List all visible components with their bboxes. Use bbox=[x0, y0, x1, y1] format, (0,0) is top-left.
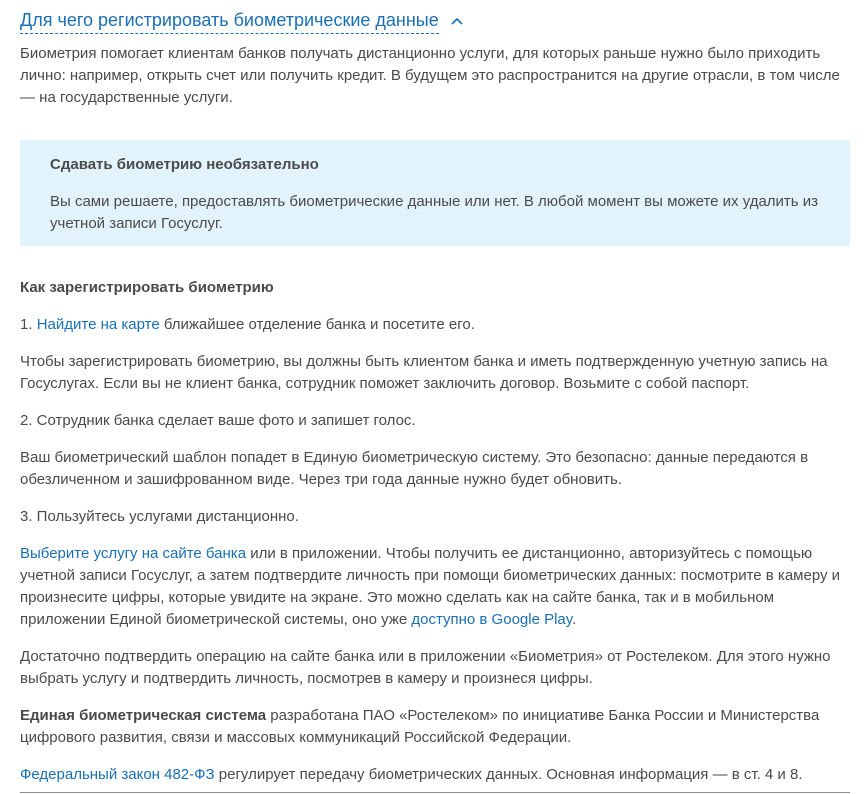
step-1-note: Чтобы зарегистрировать биометрию, вы должны быть клиентом банка и иметь подтвержденную учетную запись на Госуслугах. Если вы не клиент банка, сотрудник поможет заключить договор. Возьмите с собой паспорт. bbox=[20, 353, 828, 392]
step-2: 2. Сотрудник банка сделает ваше фото и запишет голос. bbox=[20, 412, 416, 429]
step-1 bbox=[20, 314, 850, 336]
howto-title: Как зарегистрировать биометрию bbox=[20, 279, 274, 296]
step-1-rest: ближайшее отделение банка и посетите его. bbox=[159, 316, 475, 333]
confirm-note: Достаточно подтвердить операцию на сайте банка или в приложении «Биометрия» от Ростелеком. Для этого нужно выбрать услугу и подтвердить личность, посмотрев в камеру и произнеся цифры. bbox=[20, 648, 831, 687]
federal-law-link[interactable]: Федеральный закон 482-ФЗ bbox=[20, 766, 215, 783]
chevron-up-icon[interactable] bbox=[451, 17, 463, 25]
google-play-link[interactable]: доступно в Google Play bbox=[411, 611, 573, 628]
notice-box bbox=[20, 140, 850, 246]
step-2-note: Ваш биометрический шаблон попадет в Единую биометрическую систему. Это безопасно: данные передаются в обезличенном и зашифрованном виде. Через три года данные нужно будет обновить. bbox=[20, 449, 809, 488]
step-3-end: . bbox=[572, 611, 577, 628]
intro-text: Биометрия помогает клиентам банков получать дистанционно услуги, для которых раньше нужно было приходить лично: например, открыть счет или получить кредит. В будущем это распространится на другие отрасли, в том числе — на государственные услуги. bbox=[20, 45, 840, 106]
ebs-paragraph bbox=[20, 705, 850, 749]
ebs-bold: Единая биометрическая система bbox=[20, 707, 267, 724]
law-text: регулирует передачу биометрических данных. Основная информация — в ст. 4 и 8. bbox=[214, 766, 803, 783]
notice-text: Вы сами решаете, предоставлять биометрические данные или нет. В любой момент вы можете их удалить из учетной записи Госуслуг. bbox=[50, 193, 819, 232]
bottom-divider bbox=[20, 792, 850, 793]
accordion-header[interactable] bbox=[20, 0, 850, 36]
accordion-title[interactable]: Для чего регистрировать биометрические данные bbox=[20, 8, 439, 34]
find-on-map-link[interactable]: Найдите на карте bbox=[36, 316, 160, 333]
notice-title: Сдавать биометрию необязательно bbox=[50, 156, 319, 173]
ebs-text: разработана ПАО «Ростелеком» по инициативе Банка России и Министерства цифрового развития, связи и массовых коммуникаций Российской Федерации. bbox=[20, 707, 820, 746]
choose-service-link[interactable]: Выберите услугу на сайте банка bbox=[20, 545, 247, 562]
law-paragraph bbox=[20, 764, 850, 786]
step-3-text bbox=[20, 543, 850, 631]
step-1-prefix: 1. bbox=[20, 316, 37, 333]
step-3: 3. Пользуйтесь услугами дистанционно. bbox=[20, 508, 299, 525]
step-3-body: или в приложении. Чтобы получить ее дистанционно, авторизуйтесь с помощью учетной записи Госуслуг, а затем подтвердите личность при помощи биометрических данных: посмотрите в камеру и произнесите цифры, которые увидите на экране. Это можно сделать как на сайте банка, так и в мобильном приложении Единой биометрической системы, оно уже bbox=[20, 545, 841, 628]
